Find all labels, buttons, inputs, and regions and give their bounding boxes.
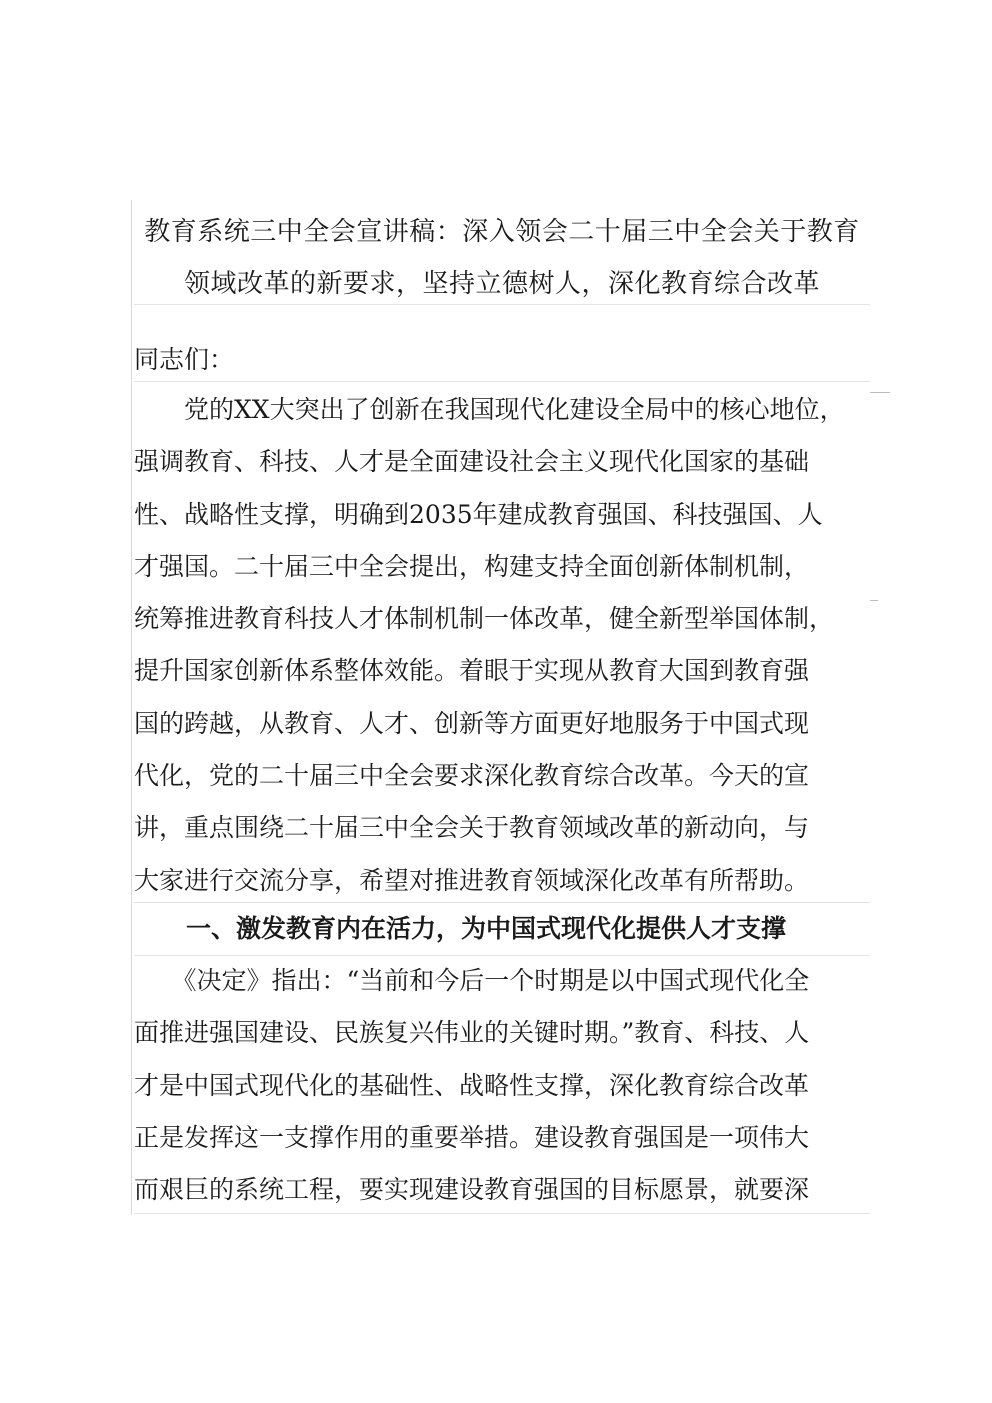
margin-mark <box>870 600 878 601</box>
paragraph-line: 强调教育、科技、人才是全面建设社会主义现代化国家的基础 <box>134 447 810 477</box>
section-heading: 一、激发教育内在活力，为中国式现代化提供人才支撑 <box>186 914 787 943</box>
paragraph-2 <box>134 955 870 1216</box>
paragraph-line: 代化，党的二十届三中全会要求深化教育综合改革。今天的宣 <box>134 761 810 791</box>
paragraph-line: 才强国。二十届三中全会提出，构建支持全面创新体制机制， <box>134 551 810 581</box>
paragraph-line: 国的跨越，从教育、人才、创新等方面更好地服务于中国式现 <box>134 708 810 738</box>
margin-mark <box>870 392 890 393</box>
paragraph-line: 提升国家创新体系整体效能。着眼于实现从教育大国到教育强 <box>134 656 810 686</box>
paragraph-line: 才是中国式现代化的基础性、战略性支撑，深化教育综合改革 <box>134 1070 810 1100</box>
page-frame-line <box>131 200 132 1215</box>
paragraph-line: 而艰巨的系统工程，要实现建设教育强国的目标愿景，就要深 <box>134 1175 810 1205</box>
paragraph-1 <box>134 384 870 907</box>
paragraph-line: 正是发挥这一支撑作用的重要举措。建设教育强国是一项伟大 <box>134 1122 810 1152</box>
rule-line <box>134 381 870 382</box>
paragraph-line: 统筹推进教育科技人才体制机制一体改革，健全新型举国体制， <box>134 604 835 634</box>
paragraph-line: 讲，重点围绕二十届三中全会关于教育领域改革的新动向，与 <box>134 813 810 843</box>
paragraph-line: 《决定》指出：“当前和今后一个时期是以中国式现代化全 <box>134 966 810 995</box>
paragraph-line: 党的XX大突出了创新在我国现代化建设全局中的核心地位， <box>134 395 845 424</box>
salutation: 同志们： <box>134 345 235 374</box>
title-line-2: 领域改革的新要求，坚持立德树人，深化教育综合改革 <box>183 269 820 299</box>
paragraph-line: 性、战略性支撑，明确到2035年建成教育强国、科技强国、人 <box>134 499 823 529</box>
paragraph-line: 面推进强国建设、民族复兴伟业的关键时期。”教育、科技、人 <box>134 1018 810 1048</box>
document-title <box>134 206 870 310</box>
paragraph-line: 大家进行交流分享，希望对推进教育领域深化改革有所帮助。 <box>134 865 810 895</box>
title-line-1: 教育系统三中全会宣讲稿：深入领会二十届三中全会关于教育 <box>144 217 860 247</box>
